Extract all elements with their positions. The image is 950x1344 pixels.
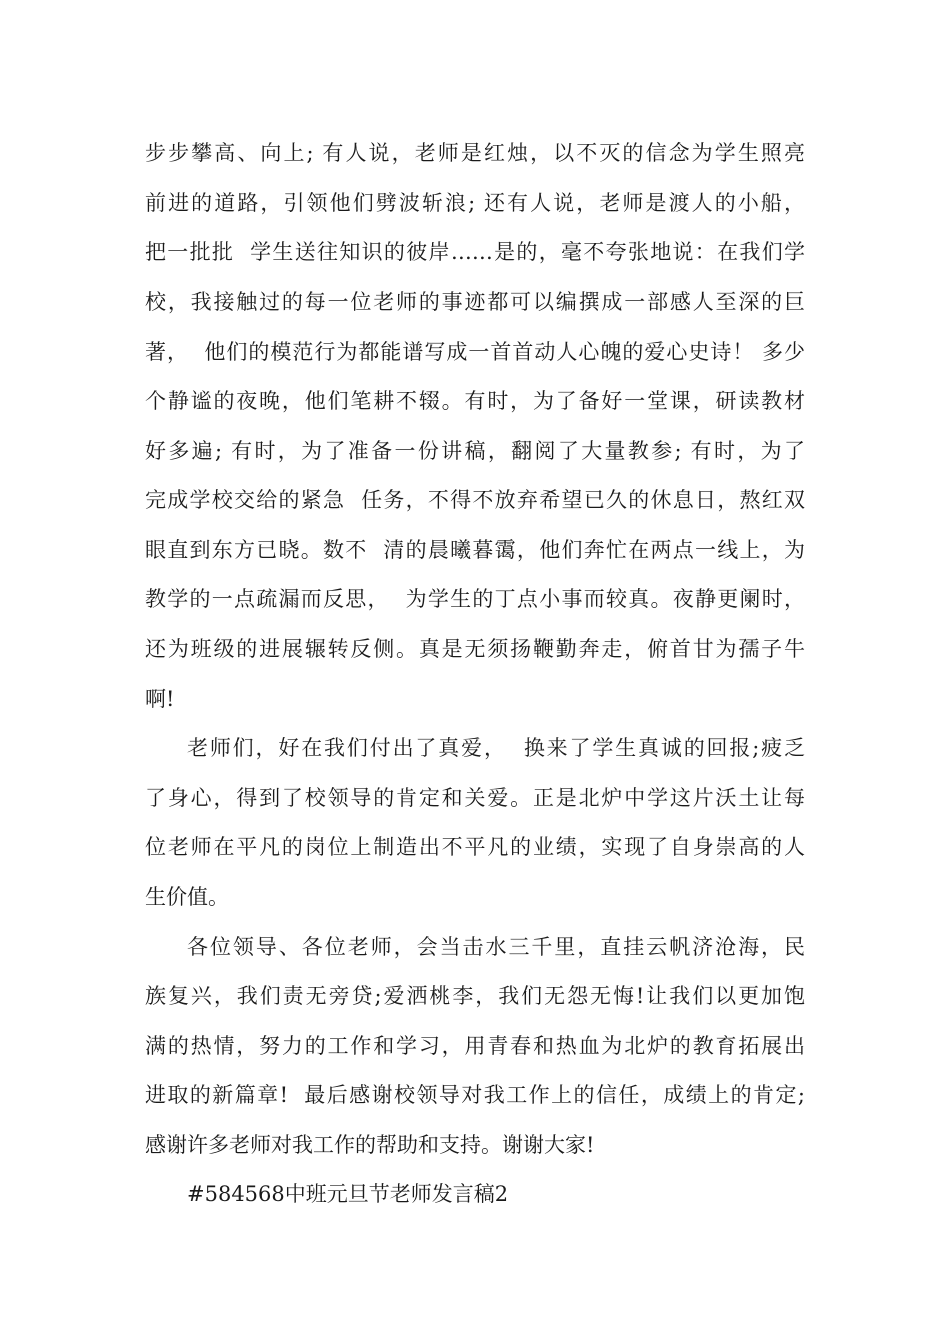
paragraph-3-line-5: 感谢许多老师对我工作的帮助和支持。谢谢大家! <box>145 1133 595 1157</box>
paragraph-1-line-2: 前进的道路，引领他们劈波斩浪; 还有人说，老师是渡人的小船， <box>145 191 805 215</box>
paragraph-3-line-2: 族复兴，我们责无旁贷;爱洒桃李，我们无怨无悔!让我们以更加饱 <box>145 984 805 1008</box>
paragraph-2-line-1: 老师们，好在我们付出了真爱， 换来了学生真诚的回报;疲乏 <box>187 736 805 760</box>
next-section-heading: #584568中班元旦节老师发言稿2 <box>187 1182 509 1206</box>
paragraph-3-line-3: 满的热情，努力的工作和学习，用青春和热血为北炉的教育拓展出 <box>145 1034 805 1058</box>
paragraph-3-line-4: 进取的新篇章! 最后感谢校领导对我工作上的信任，成绩上的肯定; <box>145 1083 805 1107</box>
paragraph-1-line-1: 步步攀高、向上; 有人说，老师是红烛，以不灭的信念为学生照亮 <box>145 141 805 165</box>
paragraph-1-line-6: 个静谧的夜晚，他们笔耕不辍。有时，为了备好一堂课，研读教材 <box>145 389 805 413</box>
paragraph-1-line-10: 教学的一点疏漏而反思， 为学生的丁点小事而较真。夜静更阑时， <box>145 587 805 611</box>
paragraph-1-line-5: 著， 他们的模范行为都能谱写成一首首动人心魄的爱心史诗！ 多少 <box>145 340 805 364</box>
paragraph-1-line-8: 完成学校交给的紧急 任务，不得不放弃希望已久的休息日，熬红双 <box>145 488 805 512</box>
paragraph-2-line-4: 生价值。 <box>145 885 229 909</box>
paragraph-1-line-12: 啊! <box>145 687 175 711</box>
paragraph-1-line-7: 好多遍; 有时，为了准备一份讲稿，翻阅了大量教参; 有时，为了 <box>145 439 805 463</box>
paragraph-1-line-9: 眼直到东方已晓。数不 清的晨曦暮霭，他们奔忙在两点一线上，为 <box>145 538 805 562</box>
paragraph-1-line-11: 还为班级的进展辗转反侧。真是无须扬鞭勤奔走，俯首甘为孺子牛 <box>145 637 805 661</box>
paragraph-2-line-2: 了身心，得到了校领导的肯定和关爱。正是北炉中学这片沃土让每 <box>145 786 805 810</box>
paragraph-1-line-3: 把一批批 学生送往知识的彼岸……是的，毫不夸张地说：在我们学 <box>145 240 805 264</box>
paragraph-2-line-3: 位老师在平凡的岗位上制造出不平凡的业绩，实现了自身崇高的人 <box>145 835 805 859</box>
paragraph-3-line-1: 各位领导、各位老师，会当击水三千里，直挂云帆济沧海，民 <box>187 935 805 959</box>
paragraph-1-line-4: 校，我接触过的每一位老师的事迹都可以编撰成一部感人至深的巨 <box>145 290 805 314</box>
